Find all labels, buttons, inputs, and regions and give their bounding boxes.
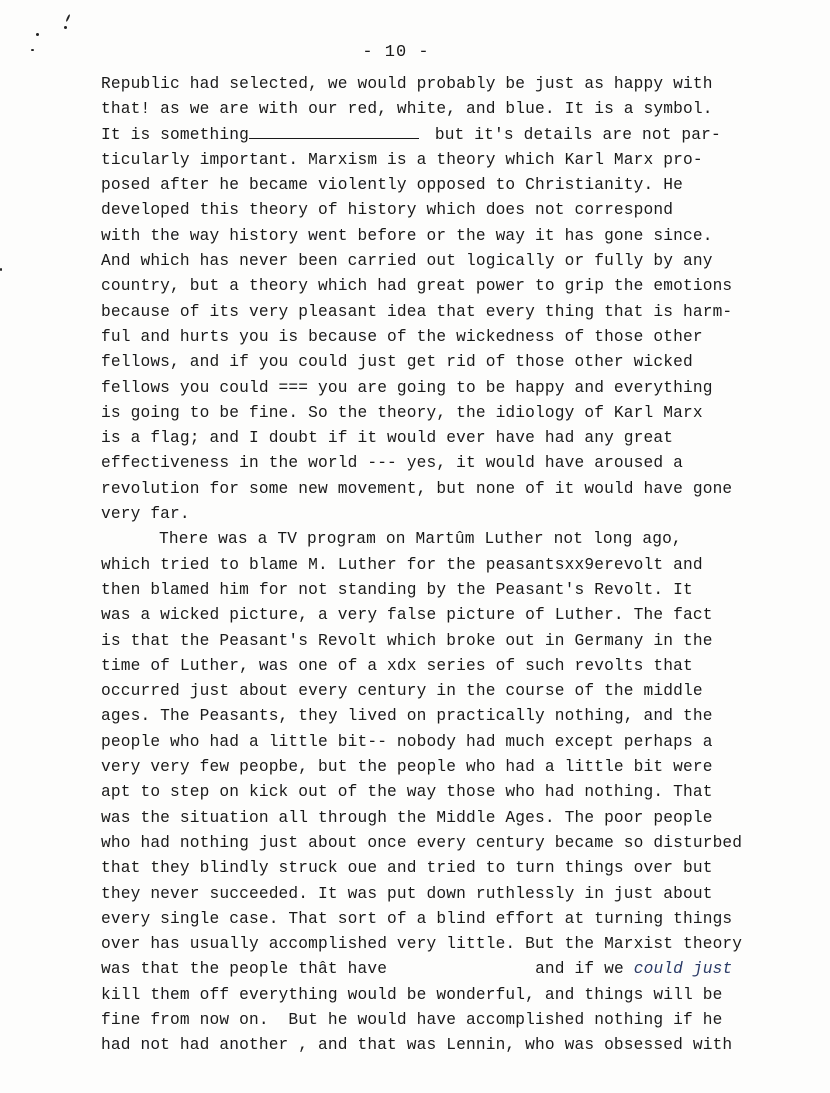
text-line: that they blindly struck oue and tried to turn things over but [101, 859, 713, 878]
text-line: very very few peopbe, but the people who had a little bit were [101, 758, 713, 777]
text-line: because of its very pleasant idea that every thing that is harm- [101, 302, 733, 321]
text-line: revolution for some new movement, but none of it would have gone [101, 479, 733, 498]
text-line: every single case. That sort of a blind effort at turning things [101, 909, 733, 928]
text-line: kill them off everything would be wonderful, and things will be [101, 985, 723, 1004]
text-line: ful and hurts you is because of the wickedness of those other [101, 327, 703, 346]
text-line: apt to step on kick out of the way those who had nothing. That [101, 783, 713, 802]
text-line: then blamed him for not standing by the Peasant's Revolt. It [101, 580, 693, 599]
text-line: they never succeeded. It was put down ruthlessly in just about [101, 884, 713, 903]
text-line: was the situation all through the Middle Ages. The poor people [101, 808, 713, 827]
text-line: posed after he became violently opposed to Christianity. He [101, 176, 683, 195]
text-segment: was that the people thât have [101, 960, 388, 979]
text-line: country, but a theory which had great power to grip the emotions [101, 277, 733, 296]
text-line: with the way history went before or the way it has gone since. [101, 226, 713, 245]
text-line: who had nothing just about once every century became so disturbed [101, 833, 743, 852]
fill-in-blank [249, 124, 419, 139]
text-line: There was a TV program on Martûm Luther not long ago, [159, 530, 682, 549]
text-line: ticularly important. Marxism is a theory which Karl Marx pro- [101, 150, 703, 169]
text-segment: It is something [101, 125, 249, 144]
paragraph [101, 527, 801, 1058]
text-segment: but it's details are not par- [424, 125, 721, 144]
text-line: fine from now on. But he would have accomplished nothing if he [101, 1010, 723, 1029]
page-number: - 10 - [362, 43, 430, 62]
text-line: Republic had selected, we would probably be just as happy with [101, 75, 713, 93]
margin-mark [65, 14, 70, 22]
text-line: over has usually accomplished very little. But the Marxist theory [101, 935, 743, 954]
text-line: which tried to blame M. Luther for the peasantsxx9erevolt and [101, 555, 703, 574]
text-line: ages. The Peasants, they lived on practically nothing, and the [101, 707, 713, 726]
text-line [101, 957, 801, 982]
handwritten-insert: could just [633, 960, 733, 979]
margin-mark [64, 26, 67, 29]
text-line: is a flag; and I doubt if it would ever have had any great [101, 429, 674, 448]
text-line: fellows, and if you could just get rid of those other wicked [101, 353, 693, 372]
text-line: is going to be fine. So the theory, the idiology of Karl Marx [101, 403, 703, 422]
margin-mark [0, 268, 2, 271]
text-line: had not had another , and that was Lennin, who was obsessed with [101, 1036, 733, 1055]
text-line: occurred just about every century in the course of the middle [101, 682, 703, 701]
text-line: very far. [101, 505, 190, 524]
text-line: fellows you could === you are going to be happy and everything [101, 378, 713, 397]
text-line: effectiveness in the world --- yes, it would have aroused a [101, 454, 683, 473]
text-segment: and if we [535, 960, 634, 979]
text-line: people who had a little bit-- nobody had much except perhaps a [101, 732, 713, 751]
text-line: is that the Peasant's Revolt which broke out in Germany in the [101, 631, 713, 650]
text-line: developed this theory of history which does not correspond [101, 201, 674, 220]
text-line: that! as we are with our red, white, and blue. It is a symbol. [101, 100, 713, 119]
text-line: And which has never been carried out logically or fully by any [101, 252, 713, 271]
text-line: was a wicked picture, a very false picture of Luther. The fact [101, 606, 713, 625]
paragraph [101, 72, 801, 527]
text-line [101, 123, 801, 148]
margin-mark [36, 33, 39, 36]
body-text [101, 72, 801, 1059]
text-line: time of Luther, was one of a xdx series of such revolts that [101, 656, 693, 675]
